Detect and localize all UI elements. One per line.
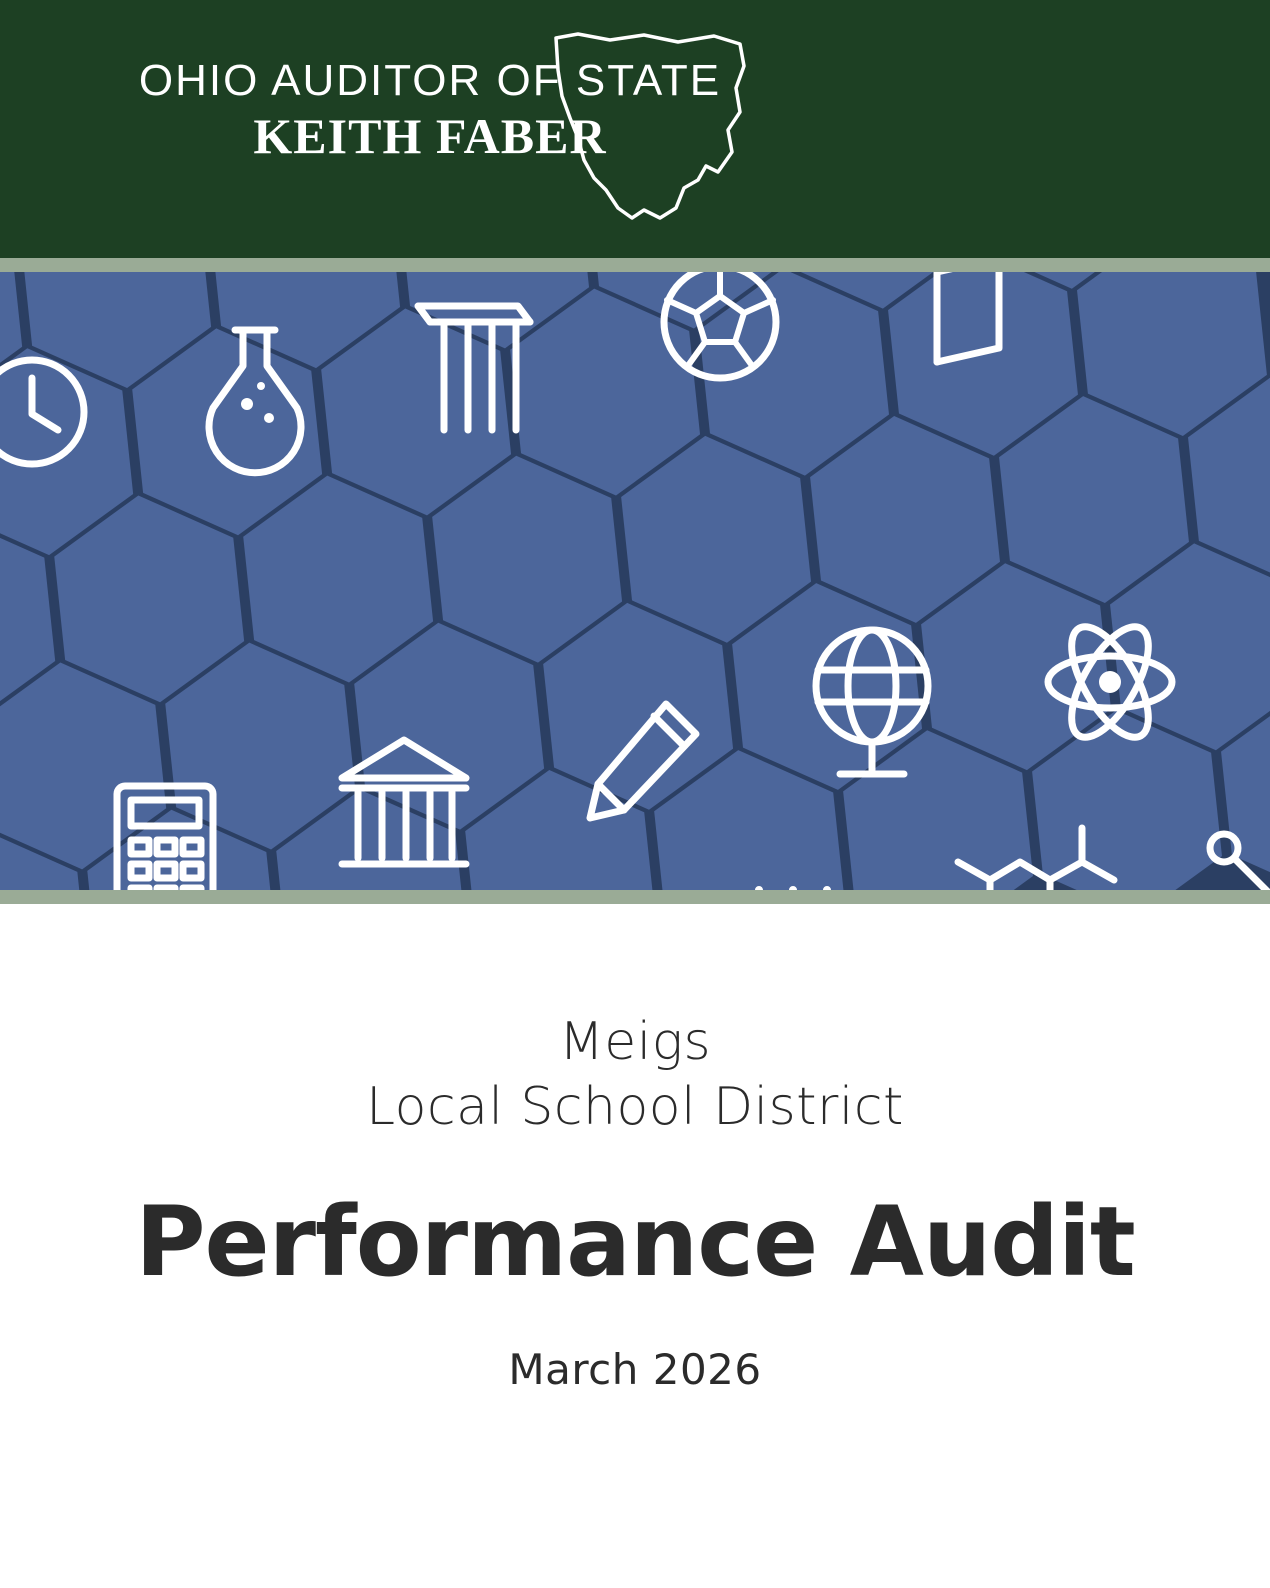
entity-name-line1: Meigs xyxy=(558,1012,712,1072)
auditor-of-state-logo xyxy=(0,0,1270,258)
report-header-band xyxy=(0,0,1270,258)
divider-rule-top xyxy=(0,258,1270,272)
entity-name-line2: Local School District xyxy=(366,1077,904,1137)
logo-auditor-name: KEITH FABER xyxy=(253,108,607,165)
cover-title-block xyxy=(0,1010,1270,1394)
divider-rule-bottom xyxy=(0,890,1270,904)
hex-pattern xyxy=(0,272,1270,890)
education-icon-banner xyxy=(0,272,1270,890)
logo-agency-line: OHIO AUDITOR OF STATE xyxy=(138,56,722,105)
report-type-title: Performance Audit xyxy=(135,1186,1135,1298)
report-date: March 2026 xyxy=(508,1344,762,1394)
